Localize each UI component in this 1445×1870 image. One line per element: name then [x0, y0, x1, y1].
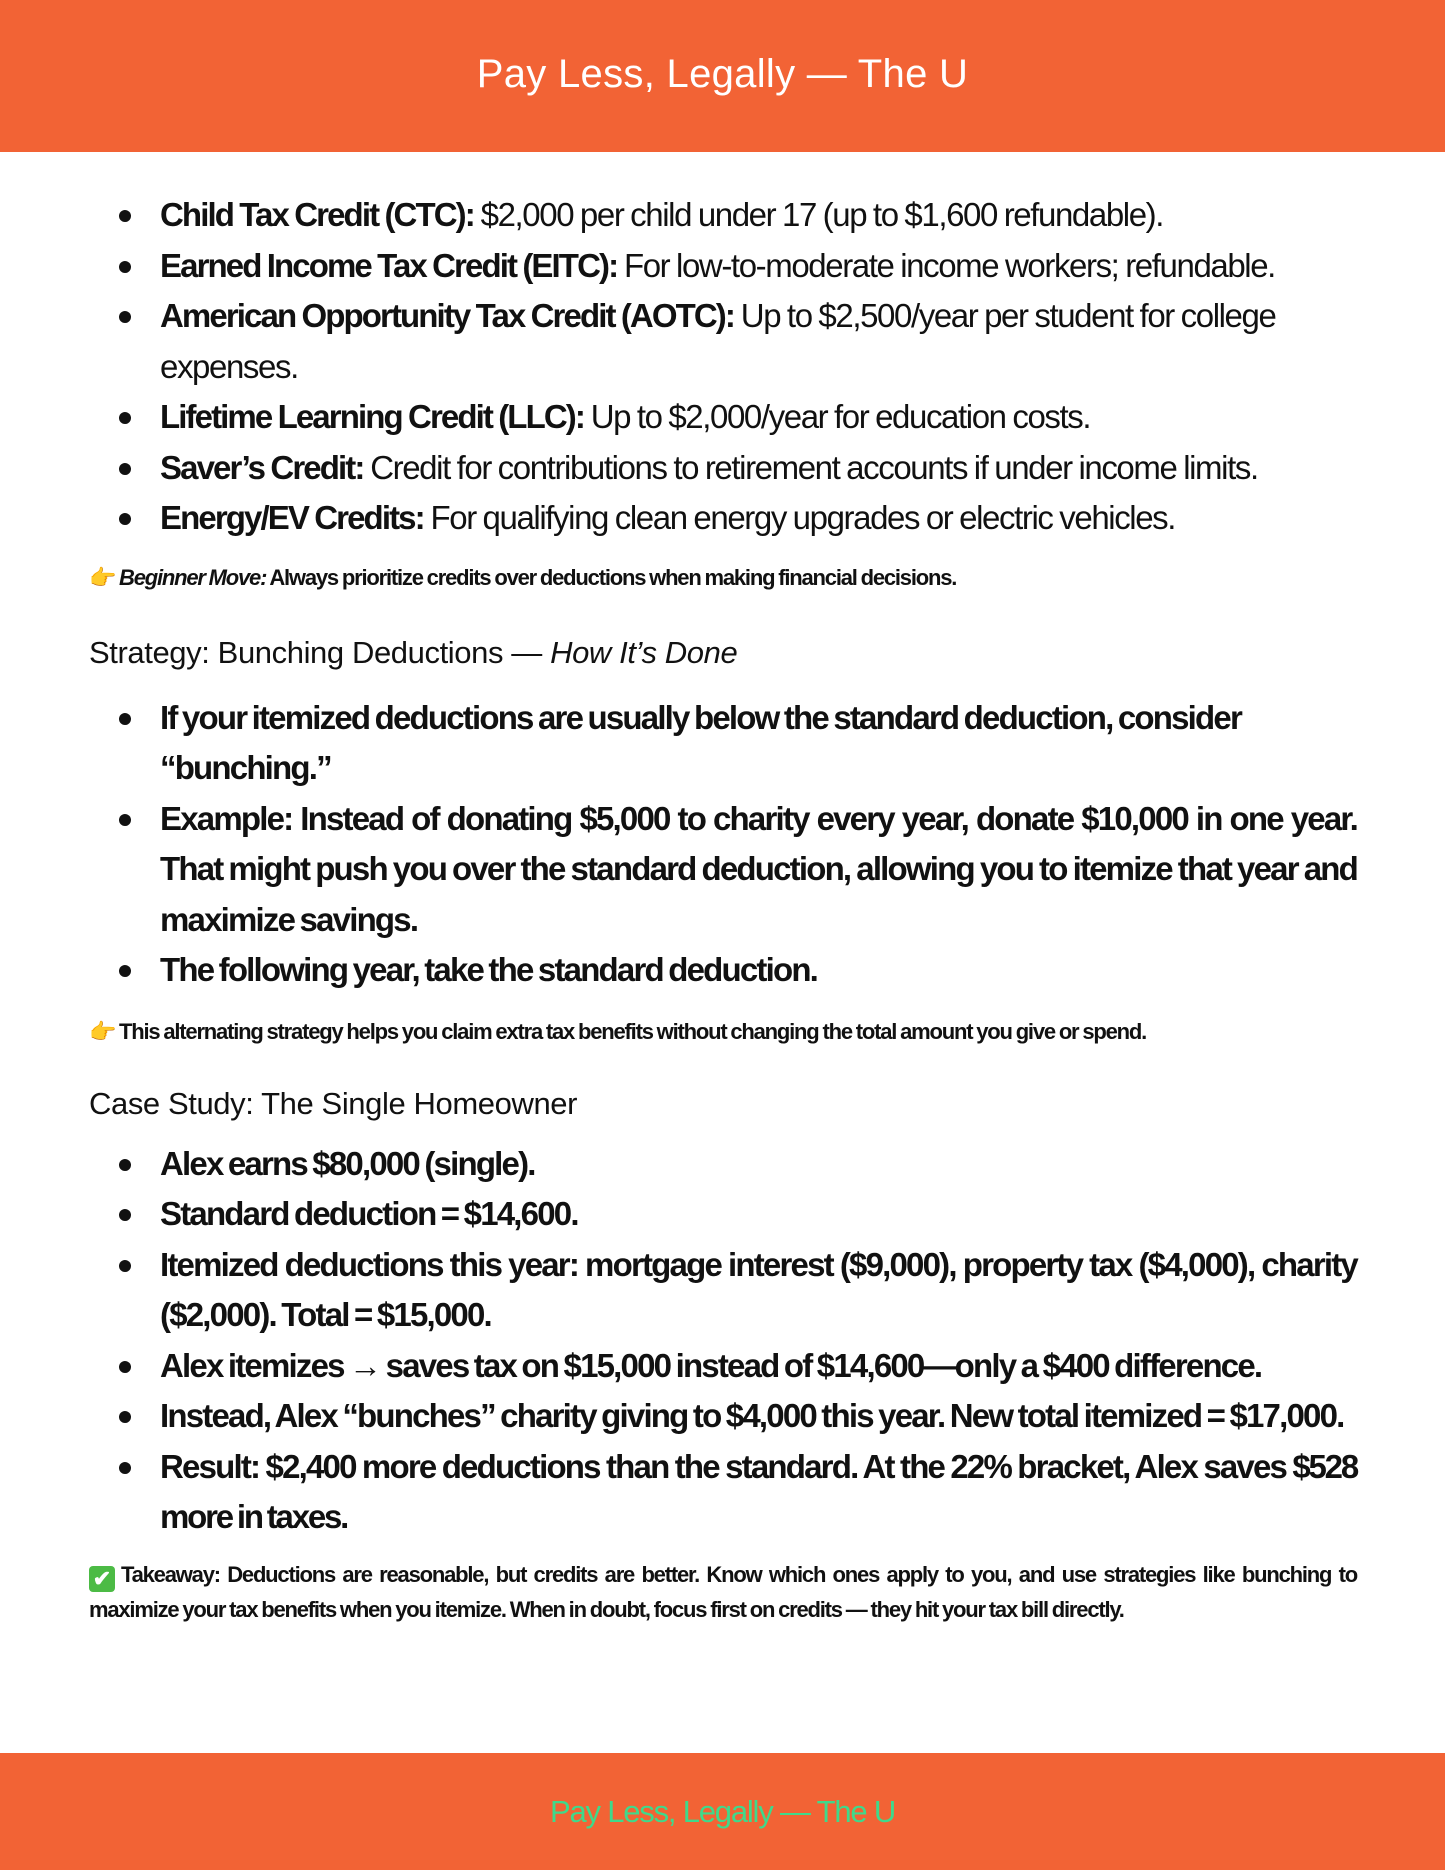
bunching-list — [89, 693, 1357, 996]
pointing-hand-icon: 👉 — [89, 564, 117, 590]
beginner-move-note — [89, 560, 1357, 595]
heading-italic: How It’s Done — [550, 634, 738, 670]
note-text: This alternating strategy helps you claim extra tax benefits without changing the total amount you give or spend. — [119, 1018, 1147, 1044]
page-header — [0, 0, 1445, 152]
page-content — [89, 190, 1357, 1627]
credit-term: Lifetime Learning Credit (LLC): — [160, 398, 584, 435]
list-item — [89, 241, 1357, 292]
heading-text: Strategy: Bunching Deductions — — [89, 634, 551, 670]
list-item: Alex earns $80,000 (single). — [89, 1139, 1357, 1190]
credit-term: Saver’s Credit: — [160, 448, 364, 486]
credit-term: Child Tax Credit (CTC): — [160, 196, 474, 233]
list-item — [89, 1442, 1357, 1543]
result-text: Result: $2,400 more deductions than the standard. At the 22% bracket, Alex saves — [160, 1447, 1293, 1485]
credit-text: For qualifying clean energy upgrades or electric vehicles. — [423, 499, 1176, 536]
header-title: Pay Less, Legally — The U — [476, 51, 969, 96]
result-end: . — [340, 1498, 348, 1535]
result-bold: $528 more in taxes — [160, 1447, 1357, 1535]
credits-list — [89, 190, 1357, 544]
list-item: Standard deduction = $14,600. — [89, 1189, 1357, 1240]
bunching-heading — [89, 633, 1357, 673]
list-item: Instead, Alex “bunches” charity giving to $4,000 this year. New total itemized = $17,000. — [89, 1391, 1357, 1442]
credit-text: For low-to-moderate income workers; refundable. — [617, 246, 1275, 284]
page-footer — [0, 1753, 1445, 1870]
check-mark-icon: ✔ — [89, 1566, 115, 1592]
note-text: Always prioritize credits over deductions when making financial decisions. — [266, 564, 957, 590]
pointing-hand-icon: 👉 — [89, 1018, 117, 1044]
credit-text: Up to $2,500/year per student for college expenses. — [160, 297, 1276, 385]
list-item — [89, 190, 1357, 241]
credit-text: Credit for contributions to retirement accounts if under income limits. — [363, 448, 1258, 486]
list-item — [89, 291, 1357, 392]
credit-text: $2,000 per child under 17 (up to $1,600 refundable). — [473, 196, 1164, 233]
alternating-note — [89, 1014, 1357, 1049]
list-item: Example: Instead of donating $5,000 to charity every year, donate $10,000 in one year. That might push you over the standard deduction, allowing you to itemize that year and maximize savings. — [89, 794, 1357, 946]
list-item: Alex itemizes → saves tax on $15,000 instead of $14,600—only a $400 difference. — [89, 1341, 1357, 1392]
list-item: Itemized deductions this year: mortgage interest ($9,000), property tax ($4,000), charity ($2,000). Total = $15,000. — [89, 1240, 1357, 1341]
list-item — [89, 493, 1357, 544]
footer-text: Pay Less, Legally — The U — [549, 1793, 896, 1829]
credit-text: Up to $2,000/year for education costs. — [583, 398, 1091, 435]
credit-term: Earned Income Tax Credit (EITC): — [160, 246, 618, 284]
list-item — [89, 392, 1357, 443]
credit-term: Energy/EV Credits: — [160, 499, 424, 536]
case-study-heading: Case Study: The Single Homeowner — [89, 1085, 578, 1121]
list-item — [89, 443, 1357, 494]
credit-term: American Opportunity Tax Credit (AOTC): — [160, 297, 734, 334]
case-study-list — [89, 1139, 1357, 1543]
takeaway-note — [89, 1557, 1357, 1627]
note-label: Beginner Move: — [119, 564, 267, 590]
list-item: The following year, take the standard deduction. — [89, 945, 1357, 996]
list-item: If your itemized deductions are usually below the standard deduction, consider “bunching.” — [89, 693, 1357, 794]
takeaway-label: Takeaway: — [121, 1561, 220, 1587]
takeaway-text: Deductions are reasonable, but credits are better. Know which ones apply to you, and use strategies like bunching to maximize your tax benefits when you itemize. When in doubt, focus first on credits — they hit your tax bill directly. — [89, 1561, 1357, 1622]
